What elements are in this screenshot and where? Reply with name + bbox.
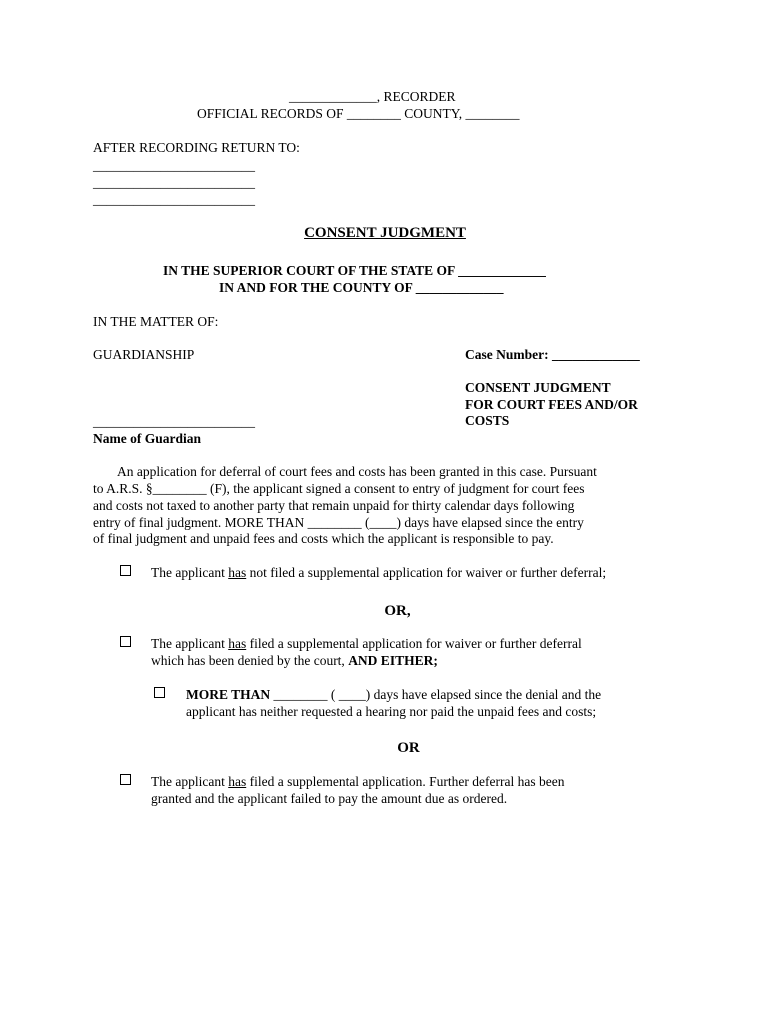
body-line-2-text: to A.R.S. §________ (F), the applicant signed a consent to entry of judgment for court fees [93,481,585,496]
case-subtitle-line-2: FOR COURT FEES AND/OR [465,397,638,412]
body-line-3-text: and costs not taxed to another party that remain unpaid for thirty calendar days following [93,498,575,513]
court-line-2: IN AND FOR THE COUNTY OF _____________ [219,280,504,295]
body-line-5: of final judgment and unpaid fees and costs which the applicant is responsible to pay. [93,531,554,546]
option-1-text [151,565,606,581]
option-2-line-2-text: which has been denied by the court, [151,653,349,668]
option-3-checkbox[interactable] [120,774,131,785]
return-to-line-2: ________________________ [93,175,255,190]
recorder-line: _____________, RECORDER [289,89,456,104]
option-2-checkbox[interactable] [120,636,131,647]
return-to-line-1: ________________________ [93,158,255,173]
body-line-2 [93,481,676,497]
body-line-4 [93,515,676,531]
option-2-line-2 [151,653,438,669]
return-to-label: AFTER RECORDING RETURN TO: [93,140,300,155]
option-1-checkbox[interactable] [120,565,131,576]
option-1-has: has [228,565,247,580]
option-3-has: has [228,774,247,789]
option-3-line-2: granted and the applicant failed to pay the amount due as ordered. [151,791,508,806]
body-line-4-text: entry of final judgment. MORE THAN ________ (____) days have elapsed since the entry [93,515,584,530]
option-2a-line-1-rest: ________ ( ____) days have elapsed since the denial and the [270,687,602,702]
body-line-3 [93,498,676,514]
return-to-line-3: ________________________ [93,192,255,207]
or-separator-2: OR [397,740,420,756]
option-3-line-1-text [151,774,676,790]
court-line-1: IN THE SUPERIOR COURT OF THE STATE OF _____________ [163,263,546,278]
matter-type: GUARDIANSHIP [93,347,195,362]
guardian-name-label: Name of Guardian [93,431,201,446]
official-records-line: OFFICIAL RECORDS OF ________ COUNTY, ________ [197,106,520,121]
option-2-line-1-text [151,636,676,652]
guardian-name-line: ________________________ [93,414,255,429]
document-title: CONSENT JUDGMENT [304,225,466,241]
case-subtitle-line-3: COSTS [465,413,510,428]
case-number-label: Case Number: _____________ [465,347,640,362]
matter-label: IN THE MATTER OF: [93,314,219,329]
option-2a-checkbox[interactable] [154,687,165,698]
body-line-1: An application for deferral of court fees and costs has been granted in this case. Pursuant [117,464,597,479]
or-separator-1: OR, [384,603,411,619]
option-2-post: filed a supplemental application for waiver or further deferral [246,636,582,651]
option-1-pre: The applicant [151,565,229,580]
option-2a-line-1-text [186,687,676,703]
option-2a-more-than: MORE THAN [186,687,271,702]
option-2a-line-2: applicant has neither requested a hearing nor paid the unpaid fees and costs; [186,704,597,719]
case-subtitle-line-1: CONSENT JUDGMENT [465,380,611,395]
option-3-line-1 [151,774,676,790]
option-2-has: has [228,636,247,651]
option-1-post: not filed a supplemental application for waiver or further deferral; [246,565,607,580]
option-2-and-either: AND EITHER; [348,653,438,668]
option-2-line-1 [151,636,676,652]
option-2-pre: The applicant [151,636,229,651]
option-3-pre: The applicant [151,774,229,789]
option-3-post: filed a supplemental application. Further deferral has been [246,774,565,789]
option-2a-line-1 [186,687,676,703]
